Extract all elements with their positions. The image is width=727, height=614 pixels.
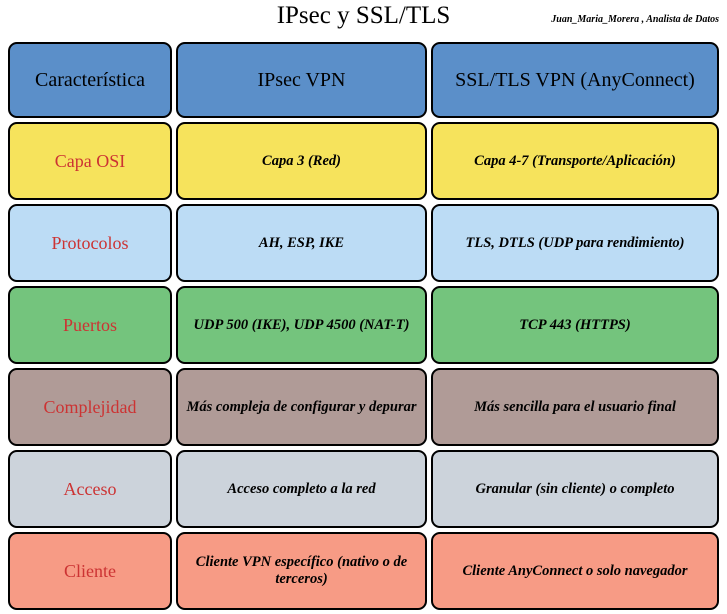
table-row: [8, 450, 719, 528]
table-header-row: [8, 42, 719, 118]
cell-ipsec: Capa 3 (Red): [176, 122, 427, 200]
cell-ssl: Más sencilla para el usuario final: [431, 368, 719, 446]
table-row: [8, 532, 719, 610]
comparison-table: [8, 42, 719, 614]
table-row: [8, 368, 719, 446]
cell-ssl: TLS, DTLS (UDP para rendimiento): [431, 204, 719, 282]
cell-ipsec: UDP 500 (IKE), UDP 4500 (NAT-T): [176, 286, 427, 364]
cell-ipsec: Más compleja de configurar y depurar: [176, 368, 427, 446]
cell-ipsec: AH, ESP, IKE: [176, 204, 427, 282]
author-byline: Juan_Maria_Morera , Analista de Datos: [551, 14, 719, 25]
cell-feature: Acceso: [8, 450, 172, 528]
table-row: [8, 286, 719, 364]
table-row: [8, 204, 719, 282]
cell-feature: Capa OSI: [8, 122, 172, 200]
cell-feature: Puertos: [8, 286, 172, 364]
cell-feature: Cliente: [8, 532, 172, 610]
cell-ssl: Cliente AnyConnect o solo navegador: [431, 532, 719, 610]
cell-ssl: Capa 4-7 (Transporte/Aplicación): [431, 122, 719, 200]
cell-ssl: Granular (sin cliente) o completo: [431, 450, 719, 528]
header-cell-feature: Característica: [8, 42, 172, 118]
cell-ipsec: Cliente VPN específico (nativo o de terceros): [176, 532, 427, 610]
header-cell-ssl: SSL/TLS VPN (AnyConnect): [431, 42, 719, 118]
cell-ssl: TCP 443 (HTTPS): [431, 286, 719, 364]
cell-feature: Complejidad: [8, 368, 172, 446]
cell-ipsec: Acceso completo a la red: [176, 450, 427, 528]
page-title: IPsec y SSL/TLS: [276, 2, 451, 29]
table-row: [8, 122, 719, 200]
cell-feature: Protocolos: [8, 204, 172, 282]
header-cell-ipsec: IPsec VPN: [176, 42, 427, 118]
